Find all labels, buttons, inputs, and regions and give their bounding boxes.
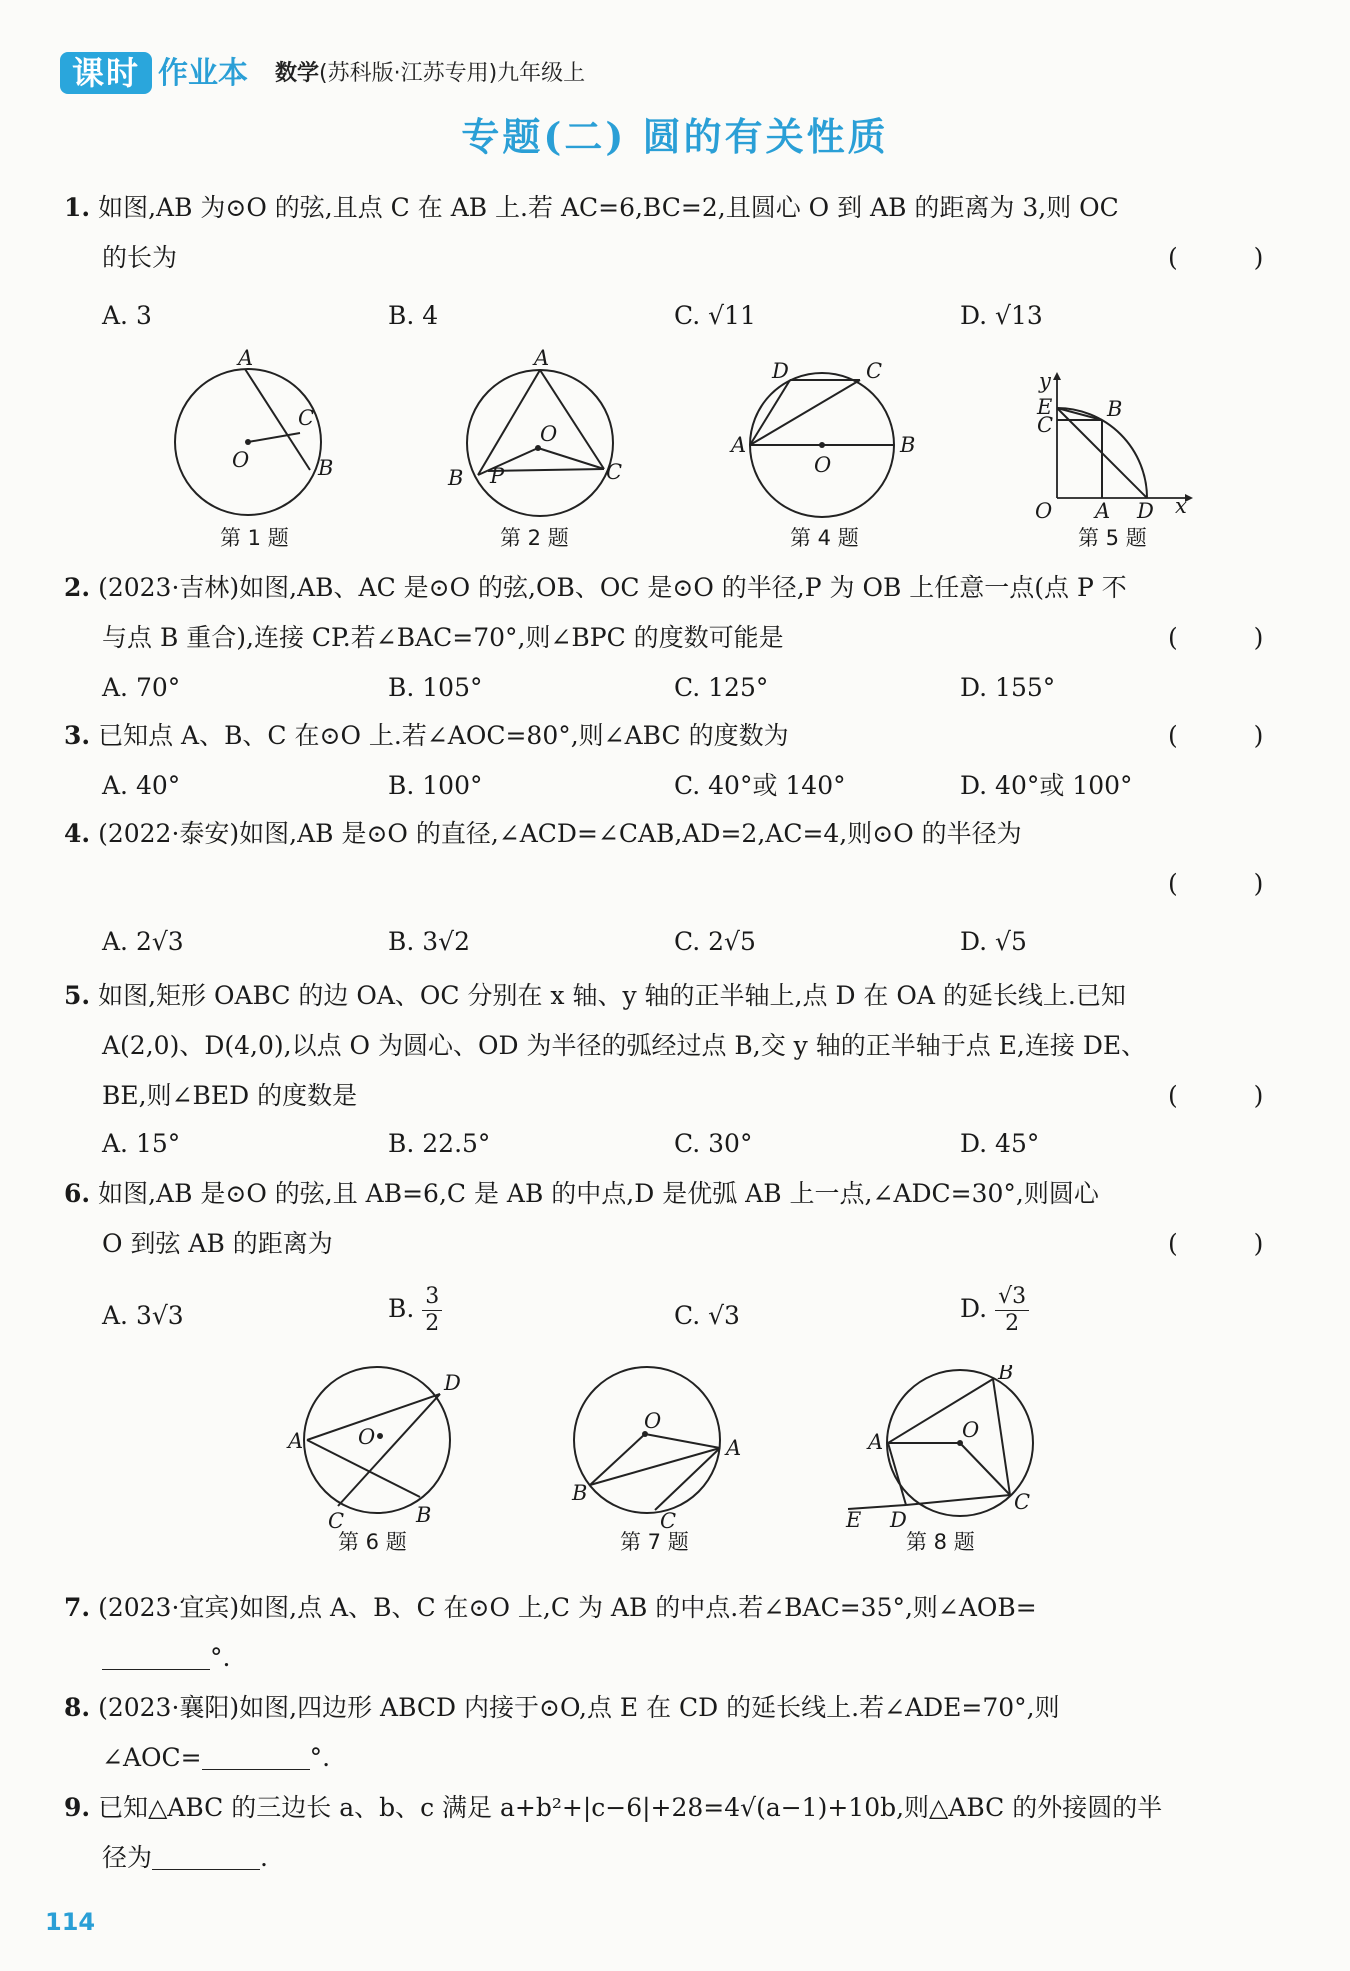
q4-option-d: D. √5: [960, 927, 1027, 956]
q4-option-a: A. 2√3: [102, 927, 184, 956]
q6-text: 如图,AB 是⊙O 的弦,且 AB=6,C 是 AB 的中点,D 是优弧 AB 上一点,∠ADC=30°,则圆心: [98, 1179, 1099, 1208]
q7-answer-blank[interactable]: [102, 1645, 210, 1670]
fig4-caption: 第 4 题: [790, 526, 859, 550]
fig7-label-a: A: [726, 1436, 742, 1460]
q5-option-c: C. 30°: [674, 1129, 753, 1158]
q7-number: 7.: [64, 1593, 91, 1622]
figure-1: [160, 345, 350, 525]
fig4-label-b: B: [900, 433, 916, 457]
fig8-label-b: B: [998, 1365, 1014, 1384]
fig5-label-b: B: [1107, 397, 1123, 421]
q4-option-c: C. 2√5: [674, 927, 756, 956]
fig6-label-d: D: [444, 1371, 461, 1395]
q2-number: 2.: [64, 573, 91, 602]
fig4-label-c: C: [866, 360, 883, 383]
q9-answer-blank[interactable]: [152, 1845, 260, 1870]
q5-line3: BE,则∠BED 的度数是: [102, 1081, 358, 1110]
q8-line1: [64, 1690, 1060, 1726]
fig5-label-a: A: [1095, 499, 1111, 520]
q1-option-c: C. √11: [674, 301, 756, 330]
q6-line1: [64, 1176, 1099, 1212]
fig4-label-o: O: [814, 453, 832, 477]
q2-text: (2023·吉林)如图,AB、AC 是⊙O 的弦,OB、OC 是⊙O 的半径,P 为 OB 上任意一点(点 P 不: [98, 573, 1127, 602]
fig6-label-c: C: [328, 1509, 345, 1530]
figure-2: [440, 345, 630, 525]
figure-8: [840, 1365, 1050, 1530]
q9-text: 已知△ABC 的三边长 a、b、c 满足 a+b²+|c−6|+28=4√(a−1)+10b,则△ABC 的外接圆的半: [98, 1793, 1163, 1822]
fig7-label-o: O: [644, 1409, 662, 1433]
book-subtitle: [275, 58, 585, 90]
book-name: 作业本: [158, 56, 248, 91]
q9-line2-end: .: [260, 1843, 268, 1872]
fig5-label-x: x: [1175, 494, 1187, 518]
q6-option-b-fraction: [422, 1284, 442, 1337]
fig6-caption: 第 6 题: [338, 1530, 407, 1554]
fig1-label-c: C: [298, 406, 315, 430]
q9-line2-start: 径为: [102, 1843, 153, 1872]
fig8-label-e: E: [846, 1508, 862, 1530]
fig7-label-c: C: [660, 1509, 677, 1530]
page-number: 114: [45, 1908, 96, 1936]
fig5-label-c: C: [1037, 413, 1054, 437]
fig1-label-b: B: [318, 456, 334, 480]
series-logo: 课时: [60, 52, 152, 94]
q4-number: 4.: [64, 819, 91, 848]
q3-option-c: C. 40°或 140°: [674, 771, 846, 800]
q1-answer-paren: ( ): [1168, 243, 1264, 272]
q5-number: 5.: [64, 981, 91, 1010]
q4-answer-paren: ( ): [1168, 869, 1264, 898]
fig7-caption: 第 7 题: [620, 1530, 689, 1554]
figure-6: [282, 1360, 472, 1530]
fig2-label-b: B: [448, 466, 464, 490]
q8-line2-start: ∠AOC=: [102, 1743, 202, 1772]
q6-option-b-numerator: 3: [422, 1284, 442, 1311]
q3-line1: [64, 718, 789, 754]
q5-text: 如图,矩形 OABC 的边 OA、OC 分别在 x 轴、y 轴的正半轴上,点 D 在 OA 的延长线上.已知: [98, 981, 1126, 1010]
q3-number: 3.: [64, 721, 91, 750]
q5-option-a: A. 15°: [102, 1129, 181, 1158]
q3-answer-paren: ( ): [1168, 721, 1264, 750]
q2-option-d: D. 155°: [960, 673, 1056, 702]
edition-label: (苏科版·江苏专用)九年级上: [319, 61, 586, 86]
fig8-caption: 第 8 题: [906, 1530, 975, 1554]
q1-line2: 的长为: [102, 243, 178, 272]
fig8-label-o: O: [962, 1418, 980, 1442]
q2-option-b: B. 105°: [388, 673, 483, 702]
q2-option-a: A. 70°: [102, 673, 181, 702]
fig8-label-a: A: [868, 1430, 884, 1454]
q5-line2: A(2,0)、D(4,0),以点 O 为圆心、OD 为半径的弧经过点 B,交 y 轴的正半轴于点 E,连接 DE、: [102, 1031, 1147, 1060]
q1-option-a: A. 3: [102, 301, 152, 330]
q7-text: (2023·宜宾)如图,点 A、B、C 在⊙O 上,C 为 AB 的中点.若∠BAC=35°,则∠AOB=: [98, 1593, 1037, 1622]
q8-line2-end: °.: [309, 1743, 331, 1772]
fig8-label-d: D: [890, 1508, 907, 1530]
q8-answer-blank[interactable]: [202, 1745, 310, 1770]
q5-line1: [64, 978, 1126, 1014]
fig6-label-o: O: [358, 1425, 376, 1449]
fig1-caption: 第 1 题: [220, 526, 289, 550]
q7-line1: [64, 1590, 1037, 1626]
q5-option-d: D. 45°: [960, 1129, 1040, 1158]
q6-answer-paren: ( ): [1168, 1229, 1264, 1258]
q7-line2: [102, 1640, 230, 1676]
fig2-caption: 第 2 题: [500, 526, 569, 550]
fig5-label-o: O: [1035, 499, 1053, 520]
q6-option-d-label: D.: [960, 1294, 988, 1323]
q6-option-d-fraction: [995, 1284, 1029, 1337]
fig5-label-d: D: [1137, 499, 1154, 520]
q2-line1: [64, 570, 1127, 606]
q6-option-a: A. 3√3: [102, 1301, 184, 1330]
fig5-caption: 第 5 题: [1078, 526, 1147, 550]
q6-option-d: [960, 1284, 1029, 1337]
q3-option-a: A. 40°: [102, 771, 181, 800]
figure-7: [560, 1360, 760, 1530]
q6-option-b-label: B.: [388, 1294, 415, 1323]
q3-option-b: B. 100°: [388, 771, 483, 800]
q6-number: 6.: [64, 1179, 91, 1208]
fig1-label-o: O: [232, 448, 250, 472]
q1-option-d: D. √13: [960, 301, 1043, 330]
fig1-label-a: A: [238, 346, 254, 370]
q1-text: 如图,AB 为⊙O 的弦,且点 C 在 AB 上.若 AC=6,BC=2,且圆心 O 到 AB 的距离为 3,则 OC: [98, 193, 1119, 222]
q5-answer-paren: ( ): [1168, 1081, 1264, 1110]
q8-line2: [102, 1740, 330, 1776]
fig6-label-b: B: [416, 1503, 432, 1527]
fig5-label-y: y: [1039, 370, 1051, 393]
q6-option-d-denominator: 2: [1005, 1311, 1020, 1336]
q5-option-b: B. 22.5°: [388, 1129, 491, 1158]
page-title: 专题(二) 圆的有关性质: [461, 114, 889, 159]
q6-option-b: [388, 1284, 442, 1337]
q9-line1: [64, 1790, 1162, 1826]
fig2-label-a: A: [534, 346, 550, 370]
q9-line2: [102, 1840, 268, 1876]
fig2-label-o: O: [540, 422, 558, 446]
fig2-label-p: P: [490, 464, 505, 488]
fig4-label-d: D: [772, 360, 789, 383]
subject-label: 数学: [275, 61, 320, 86]
q1-line1: [64, 190, 1119, 226]
q8-number: 8.: [64, 1693, 91, 1722]
q7-line2-end: °.: [210, 1643, 231, 1672]
q4-option-b: B. 3√2: [388, 927, 471, 956]
q8-text: (2023·襄阳)如图,四边形 ABCD 内接于⊙O,点 E 在 CD 的延长线上.若∠ADE=70°,则: [98, 1693, 1060, 1722]
q3-option-d: D. 40°或 100°: [960, 771, 1133, 800]
fig2-label-c: C: [606, 460, 623, 484]
figure-4: [728, 360, 928, 520]
q6-option-d-numerator: √3: [995, 1284, 1029, 1311]
q6-line2: O 到弦 AB 的距离为: [102, 1229, 333, 1258]
q3-text: 已知点 A、B、C 在⊙O 上.若∠AOC=80°,则∠ABC 的度数为: [98, 721, 789, 750]
fig4-label-a: A: [731, 433, 747, 457]
fig6-label-a: A: [288, 1429, 304, 1453]
q2-answer-paren: ( ): [1168, 623, 1264, 652]
q2-option-c: C. 125°: [674, 673, 769, 702]
q2-line2: 与点 B 重合),连接 CP.若∠BAC=70°,则∠BPC 的度数可能是: [102, 623, 784, 652]
q9-number: 9.: [64, 1793, 91, 1822]
q4-text: (2022·泰安)如图,AB 是⊙O 的直径,∠ACD=∠CAB,AD=2,AC=4,则⊙O 的半径为: [98, 819, 1022, 848]
fig7-label-b: B: [572, 1481, 588, 1505]
q6-option-b-denominator: 2: [425, 1311, 440, 1336]
q1-number: 1.: [64, 193, 91, 222]
fig5-label-e: E: [1037, 395, 1053, 419]
figure-5: [1025, 370, 1195, 520]
q6-option-c: C. √3: [674, 1301, 740, 1330]
fig8-label-c: C: [1014, 1490, 1031, 1514]
q1-option-b: B. 4: [388, 301, 439, 330]
q4-line1: [64, 816, 1022, 852]
